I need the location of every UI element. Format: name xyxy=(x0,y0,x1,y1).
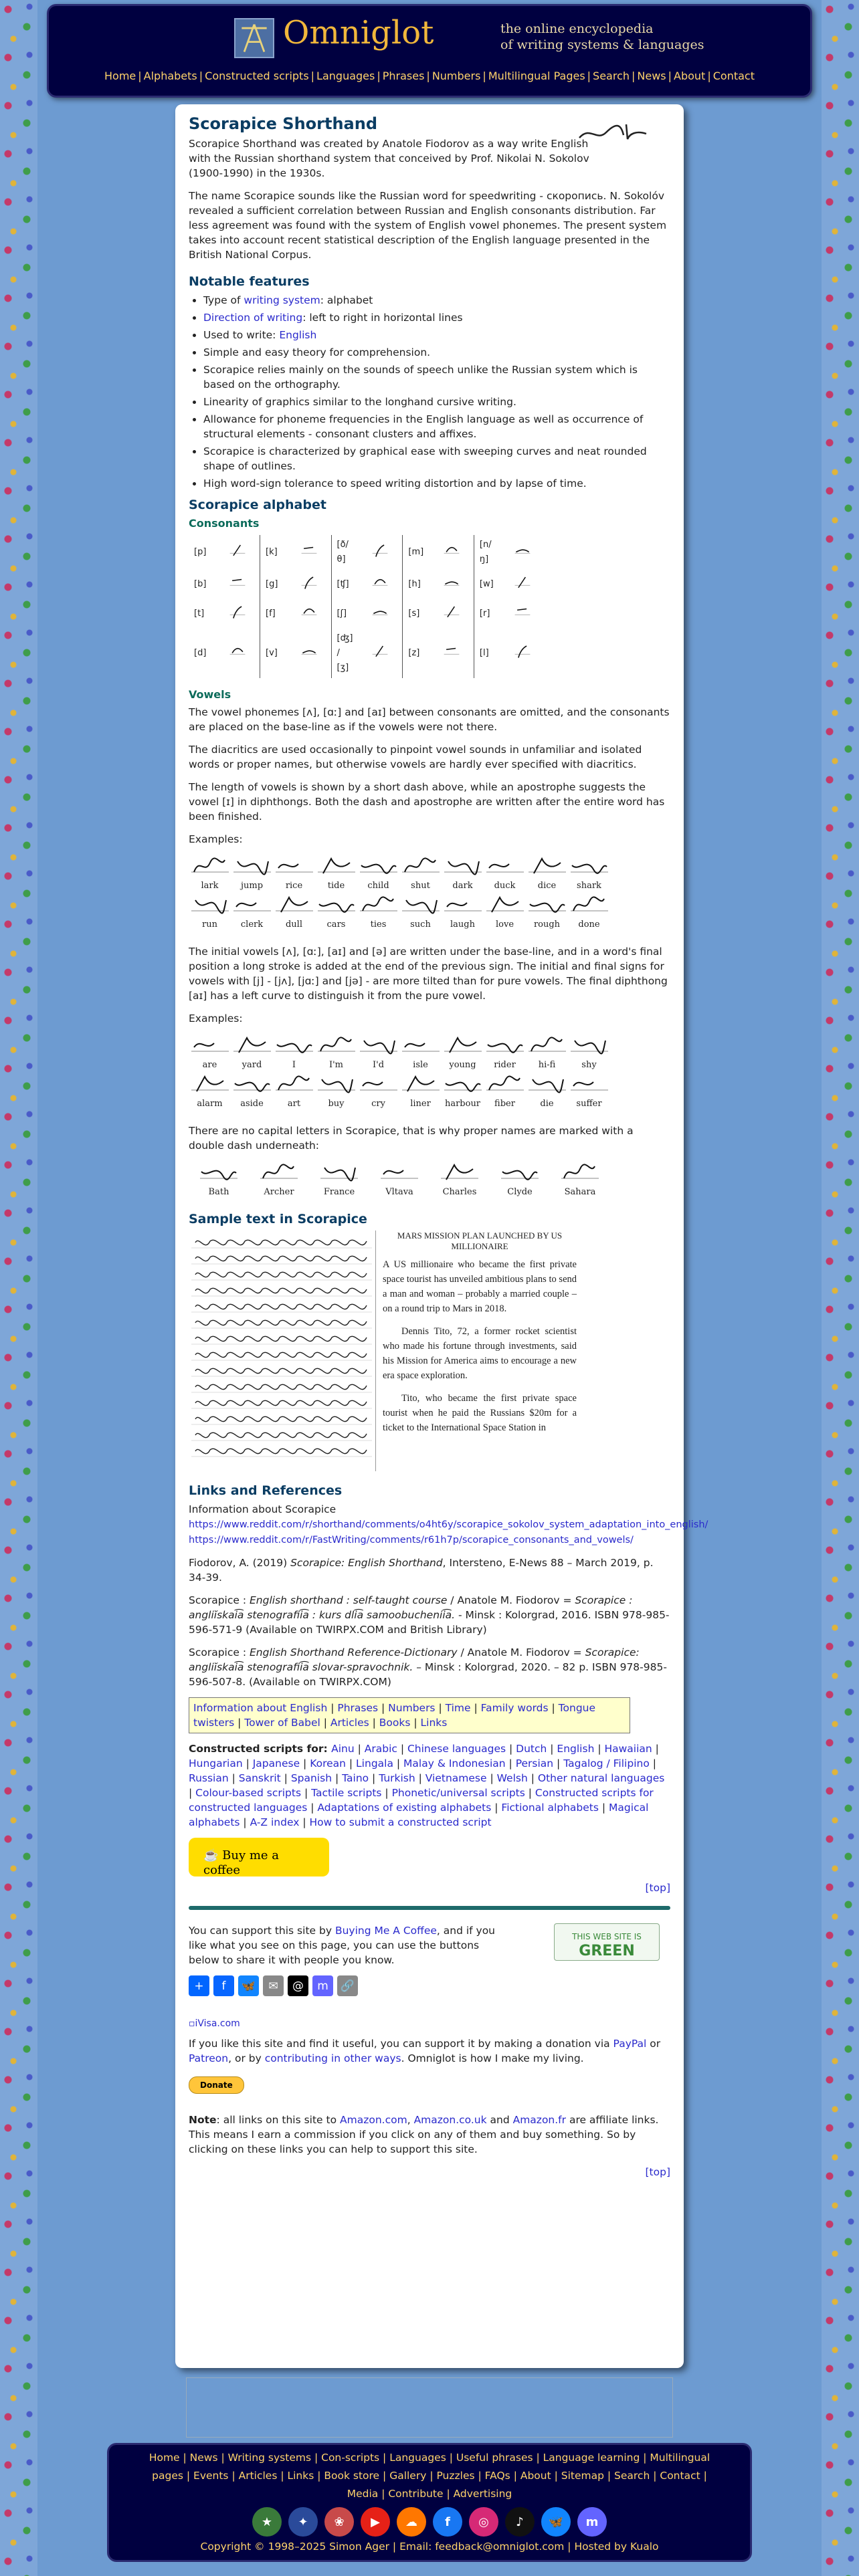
consonant-glyph xyxy=(287,599,332,629)
main-content xyxy=(175,104,708,2368)
footer-link-advertising[interactable]: Advertising xyxy=(453,2488,512,2500)
consonant-phoneme: [g] xyxy=(266,579,278,589)
reference-3: Scorapice : English Shorthand Reference-Dictionary / Anatole M. Fiodorov = Scorapice: angliĭskai͡a stenografii͡a slovar-spravochnik. – Minsk : Kolorgrad, 2020. – 82 p. ISBN 978-985-596-507-8. (Available on TWIRPX.COM) xyxy=(189,1646,667,1688)
nav-alphabets[interactable]: Alphabets xyxy=(143,70,197,82)
consonant-glyph xyxy=(215,629,260,678)
feature-item: • Linearity of graphics similar to the longhand cursive writing. xyxy=(203,395,670,409)
footer-link-puzzles[interactable]: Puzzles xyxy=(436,2470,475,2482)
consonant-phoneme: [k] xyxy=(266,547,278,557)
shorthand-word: Bath xyxy=(189,1161,249,1200)
consonant-glyph xyxy=(430,629,474,678)
nav-numbers[interactable]: Numbers xyxy=(432,70,481,82)
consonant-glyph xyxy=(430,599,474,629)
amazon-fr-link[interactable]: Amazon.fr xyxy=(512,2114,567,2126)
footer-link-home[interactable]: Home xyxy=(149,2452,180,2464)
navbox-link[interactable]: Tower of Babel xyxy=(244,1717,320,1729)
shorthand-word: clerk xyxy=(231,893,273,932)
consonant-glyph xyxy=(287,535,332,570)
navbox-link[interactable]: Tongue twisters xyxy=(193,1702,596,1729)
links-heading: Links and References xyxy=(189,1483,343,1498)
consonant-glyph xyxy=(358,570,403,599)
con-script-link[interactable]: Hungarian xyxy=(189,1757,243,1769)
con-script-link[interactable]: Constructed scripts for constructed languages xyxy=(189,1787,654,1814)
nav-languages[interactable]: Languages xyxy=(316,70,375,82)
footer-link-events[interactable]: Events xyxy=(193,2470,229,2482)
share-bluesky-icon[interactable]: 🦋 xyxy=(238,1975,259,1996)
shorthand-word: ties xyxy=(357,893,399,932)
reference-2: Scorapice : English shorthand : self-taught course / Anatole M. Fiodorov = Scorapice : angliĭskai͡a stenografii͡a : kurs dli͡a samoobuchenii͡a. - Minsk : Kolorgrad, 2016. ISBN 978-985-596-571-9 (Available on TWIRPX.COM and British Library) xyxy=(189,1594,670,1636)
navbox-link[interactable]: Information about English xyxy=(193,1702,328,1714)
footer-link-multilingual-pages[interactable]: Multilingual pages xyxy=(152,2452,710,2482)
con-script-link[interactable]: Vietnamese xyxy=(425,1772,487,1784)
con-script-link[interactable]: Taino xyxy=(342,1772,369,1784)
site-tagline: the online encyclopedia of writing systems & languages xyxy=(500,21,704,52)
consonant-phoneme: [w] xyxy=(479,579,494,589)
green-website-badge[interactable]: THIS WEB SITE IS GREEN xyxy=(554,1923,660,1961)
consonant-glyph xyxy=(500,629,545,678)
amazon-co-uk-link[interactable]: Amazon.co.uk xyxy=(413,2114,487,2126)
con-script-link[interactable]: Hawaiian xyxy=(604,1743,652,1755)
shorthand-word: I'm xyxy=(315,1034,357,1073)
shorthand-word: Archer xyxy=(249,1161,309,1200)
shorthand-word: Charles xyxy=(430,1161,490,1200)
shorthand-word: Clyde xyxy=(490,1161,550,1200)
feature-item: • High word-sign tolerance to speed writing distortion and by lapse of time. xyxy=(203,476,670,491)
con-script-link[interactable]: Tactile scripts xyxy=(311,1787,382,1799)
vowel-example-row xyxy=(189,1034,670,1073)
vowels-paragraph-1: The vowel phonemes [ʌ], [ɑː] and [aɪ] between consonants are omitted, and the consonants are placed on the base-line as if the vowels were not there. xyxy=(189,706,670,733)
footer-link-languages[interactable]: Languages xyxy=(389,2452,446,2464)
con-script-link[interactable]: Korean xyxy=(310,1757,346,1769)
con-script-link[interactable]: Sanskrit xyxy=(238,1772,281,1784)
shorthand-word: dice xyxy=(526,855,568,893)
shorthand-word: such xyxy=(399,893,442,932)
buy-me-a-coffee-button[interactable]: ☕ Buy me a coffee xyxy=(189,1838,329,1876)
navbox-link[interactable]: Family words xyxy=(480,1702,549,1714)
consonant-phoneme: [n/ŋ] xyxy=(479,540,492,564)
consonants-heading: Consonants xyxy=(189,517,260,530)
con-script-link[interactable]: Arabic xyxy=(364,1743,397,1755)
consonant-row xyxy=(189,599,545,629)
feature-item: • Type of writing system: alphabet xyxy=(203,293,670,308)
top-link[interactable]: [top] xyxy=(645,1882,670,1894)
feature-item: • Scorapice is characterized by graphical ease with sweeping curves and neat rounded shape of outlines. xyxy=(203,444,670,473)
buy-coffee-link[interactable]: Buying Me A Coffee xyxy=(335,1925,437,1937)
proper-name-row xyxy=(189,1161,670,1200)
con-script-link[interactable]: Magical alphabets xyxy=(189,1802,649,1828)
consonant-phoneme: [b] xyxy=(194,579,207,589)
examples-label-2: Examples: xyxy=(189,1012,243,1025)
shorthand-word: shy xyxy=(568,1034,610,1073)
bluesky-icon[interactable]: 🦋 xyxy=(541,2507,571,2537)
footer-link-links[interactable]: Links xyxy=(287,2470,314,2482)
vowel-example-row xyxy=(189,1073,670,1111)
shorthand-word: I xyxy=(273,1034,315,1073)
footer-link-writing-systems[interactable]: Writing systems xyxy=(227,2452,312,2464)
shorthand-word: I'd xyxy=(357,1034,399,1073)
nav-about[interactable]: About xyxy=(674,70,706,82)
english-info-navbox: Information about English | Phrases | Numbers | Time | Family words | Tongue twisters | Tower of Babel | Articles | Books | Links xyxy=(189,1697,630,1733)
divider xyxy=(189,1906,670,1910)
consonant-glyph xyxy=(358,629,403,678)
shorthand-word: suffer xyxy=(568,1073,610,1111)
consonant-phoneme: [m] xyxy=(408,547,424,557)
scorapice-title-glyph xyxy=(577,119,650,146)
consonant-phoneme: [s] xyxy=(408,609,420,619)
footer-link-contact[interactable]: Contact xyxy=(660,2470,700,2482)
consonant-glyph xyxy=(215,570,260,599)
con-script-link[interactable]: Turkish xyxy=(379,1772,415,1784)
con-script-link[interactable]: English xyxy=(557,1743,595,1755)
alphabet-heading: Scorapice alphabet xyxy=(189,498,326,512)
con-script-link[interactable]: Other natural languages xyxy=(537,1772,665,1784)
facebook-icon[interactable]: f xyxy=(433,2507,462,2537)
left-decorative-border xyxy=(0,0,37,2576)
youtube-icon[interactable]: ▶ xyxy=(361,2507,390,2537)
con-script-link[interactable]: Adaptations of existing alphabets xyxy=(317,1802,492,1814)
shorthand-word: tide xyxy=(315,855,357,893)
shorthand-word: Sahara xyxy=(550,1161,610,1200)
consonant-glyph xyxy=(430,570,474,599)
shorthand-word: shark xyxy=(568,855,610,893)
nav-constructed-scripts[interactable]: Constructed scripts xyxy=(205,70,309,82)
instagram-icon[interactable]: ◎ xyxy=(469,2507,498,2537)
vowels-paragraph-4: The initial vowels [ʌ], [ɑː], [aɪ] and [ə] are written under the base-line, and in a word's final position a long stroke is added at the end of the previous sign. The initial and final signs for vowels with [j] - [jʌ], [jɑː] and [jə] - are more tilted than for pure vowels. The final diphthong [aɪ] has a left curve to distinguish it from the pure vowel. xyxy=(189,946,668,1002)
navbox-link[interactable]: Links xyxy=(420,1717,448,1729)
shorthand-word: liner xyxy=(399,1073,442,1111)
contribute-link[interactable]: contributing in other ways xyxy=(264,2052,401,2064)
footer-link-book-store[interactable]: Book store xyxy=(324,2470,380,2482)
consonant-glyph xyxy=(215,599,260,629)
shorthand-word: cry xyxy=(357,1073,399,1111)
features-heading: Notable features xyxy=(189,274,310,289)
con-script-link[interactable]: Russian xyxy=(189,1772,229,1784)
con-script-link[interactable]: Lingala xyxy=(356,1757,393,1769)
consonant-glyph xyxy=(430,535,474,570)
shorthand-word: Vltava xyxy=(369,1161,430,1200)
consonant-glyph xyxy=(500,535,545,570)
shorthand-word: shut xyxy=(399,855,442,893)
nav-home[interactable]: Home xyxy=(104,70,136,82)
shorthand-word: laugh xyxy=(442,893,484,932)
consonant-row xyxy=(189,535,545,570)
constructed-scripts-list: Constructed scripts for: Ainu | Arabic | Chinese languages | Dutch | English | Hawaiian | Hungarian | Japanese | Korean | Lingala | Malay & Indonesian | Persian | Tagalog / Filipino | Russian | Sanskrit | Spanish | Taino | Turkish | Vietnamese | Welsh | Other natural languages | Colour-based scripts | Tactile scripts | Phonetic/universal scripts | Constructed scripts for constructed languages | Adaptations of existing alphabets | Fictional alphabets | Magical alphabets | A-Z index | How to submit a constructed script xyxy=(189,1743,665,1828)
feature-link[interactable]: English xyxy=(279,329,317,341)
shorthand-word: alarm xyxy=(189,1073,231,1111)
con-script-link[interactable]: Dutch xyxy=(516,1743,547,1755)
consonant-phoneme: [p] xyxy=(194,547,207,557)
consonant-phoneme: [z] xyxy=(408,648,420,658)
vowel-example-row xyxy=(189,855,670,893)
consonant-glyph xyxy=(500,570,545,599)
share-threads-icon[interactable]: @ xyxy=(288,1975,308,1996)
footer-link-faqs[interactable]: FAQs xyxy=(484,2470,510,2482)
consonant-glyph xyxy=(500,599,545,629)
con-script-link[interactable]: Malay & Indonesian xyxy=(403,1757,506,1769)
shorthand-word: are xyxy=(189,1034,231,1073)
amazon-com-link[interactable]: Amazon.com xyxy=(340,2114,407,2126)
affiliate-note: Note: all links on this site to Amazon.com, Amazon.co.uk and Amazon.fr are affiliate links. This means I earn a commission if you click on any of them and buy something. So by clicking on these links you can help to support this site. xyxy=(189,2114,659,2155)
shorthand-word: duck xyxy=(484,855,526,893)
consonant-row xyxy=(189,629,545,678)
con-script-link[interactable]: Colour-based scripts xyxy=(195,1787,302,1799)
top-navigation: Home | Alphabets | Constructed scripts | Languages | Phrases | Numbers | Multilingual Pages | Search | News | About | Contact xyxy=(104,70,755,82)
share-buttons xyxy=(189,1975,670,1996)
paypal-link[interactable]: PayPal xyxy=(613,2038,647,2050)
shorthand-word: die xyxy=(526,1073,568,1111)
nav-search[interactable]: Search xyxy=(593,70,630,82)
shorthand-word: harbour xyxy=(442,1073,484,1111)
page-title: Scorapice Shorthand xyxy=(189,114,378,133)
feature-item: • Used to write: English xyxy=(203,328,670,342)
share-email-icon[interactable]: ✉ xyxy=(263,1975,284,1996)
consonant-phoneme: [f] xyxy=(266,609,276,619)
shorthand-word: cars xyxy=(315,893,357,932)
footer-link-contribute[interactable]: Contribute xyxy=(388,2488,444,2500)
shorthand-word: child xyxy=(357,855,399,893)
consonant-glyph xyxy=(358,599,403,629)
share-facebook-icon[interactable]: f xyxy=(213,1975,234,1996)
feature-link[interactable]: writing system xyxy=(244,294,320,306)
footer-link-sitemap[interactable]: Sitemap xyxy=(561,2470,604,2482)
footer-link-useful-phrases[interactable]: Useful phrases xyxy=(456,2452,533,2464)
award-badge-icon[interactable]: ★ xyxy=(252,2507,282,2537)
patreon-link[interactable]: Patreon xyxy=(189,2052,229,2064)
footer-link-articles[interactable]: Articles xyxy=(238,2470,278,2482)
footer-link-about[interactable]: About xyxy=(520,2470,551,2482)
site-footer xyxy=(107,2443,752,2562)
shorthand-word: love xyxy=(484,893,526,932)
vowels-heading: Vowels xyxy=(189,688,231,701)
shorthand-word: rice xyxy=(273,855,315,893)
nav-phrases[interactable]: Phrases xyxy=(382,70,425,82)
award-badge-icon[interactable]: ❀ xyxy=(324,2507,354,2537)
consonant-glyph xyxy=(287,629,332,678)
vowel-example-row xyxy=(189,893,670,932)
consonant-phoneme: [d] xyxy=(194,648,207,658)
omniglot-logo-icon[interactable] xyxy=(234,18,274,58)
shorthand-word: young xyxy=(442,1034,484,1073)
feature-item: • Direction of writing: left to right in horizontal lines xyxy=(203,310,670,325)
info-label: Information about Scorapice xyxy=(189,1503,337,1515)
navbox-link[interactable]: Books xyxy=(379,1717,411,1729)
mastodon-icon[interactable]: m xyxy=(577,2507,607,2537)
consonant-phoneme: [ʧ] xyxy=(337,579,349,589)
vowels-paragraph-3: The length of vowels is shown by a short dash above, while an apostrophe suggests the vowel [ɪ] in diphthongs. Both the dash and apostrophe are written after the entire word has been finished. xyxy=(189,781,665,823)
feature-item: • Scorapice relies mainly on the sounds of speech unlike the Russian system which is based on the orthography. xyxy=(203,362,670,392)
shorthand-word: France xyxy=(309,1161,369,1200)
support-text: You can support this site by Buying Me A Coffee, and if you like what you see on this page, you can use the buttons below to share it with people you know. xyxy=(189,1925,496,1966)
consonant-phoneme: [r] xyxy=(479,609,490,619)
reference-1: Fiodorov, A. (2019) Scorapice: English Shorthand, Intersteno, E-News 88 – March 2019, p. 34-39. xyxy=(189,1557,654,1584)
shorthand-word: lark xyxy=(189,855,231,893)
share-copy-link-icon[interactable]: 🔗 xyxy=(337,1975,358,1996)
donate-button[interactable]: Donate xyxy=(189,2076,244,2094)
reddit-link-1[interactable]: https://www.reddit.com/r/shorthand/comments/o4ht6y/scorapice_sokolov_system_adaptation_into_english/ xyxy=(189,1519,708,1530)
reddit-link-2[interactable]: https://www.reddit.com/r/FastWriting/comments/r61h7p/scorapice_consonants_and_vowels/ xyxy=(189,1535,634,1545)
consonant-glyph xyxy=(358,535,403,570)
con-script-link[interactable]: Phonetic/universal scripts xyxy=(391,1787,525,1799)
consonants-table xyxy=(189,535,545,678)
feature-item: • Allowance for phoneme frequencies in the English language as well as occurrence of structural elements - consonant clusters and affixes. xyxy=(203,412,670,441)
consonant-glyph xyxy=(215,535,260,570)
ivisa-image[interactable]: ▫iVisa.com xyxy=(189,2018,240,2029)
footer-link-news[interactable]: News xyxy=(189,2452,218,2464)
consonant-phoneme: [v] xyxy=(266,648,278,658)
tiktok-icon[interactable]: ♪ xyxy=(505,2507,535,2537)
sample-text xyxy=(189,1230,670,1471)
navbox-link[interactable]: Numbers xyxy=(388,1702,436,1714)
soundcloud-icon[interactable]: ☁ xyxy=(397,2507,426,2537)
footer-link-language-learning[interactable]: Language learning xyxy=(543,2452,640,2464)
vowels-paragraph-2: The diacritics are used occasionally to pinpoint vowel sounds in unfamiliar and isolated words or proper names, but otherwise vowels are hardly ever specified with diacritics. xyxy=(189,744,642,770)
consonant-phoneme: [l] xyxy=(479,648,489,658)
footer-navigation: Home | News | Writing systems | Con-scripts | Languages | Useful phrases | Language learning | Multilingual pages | Events | Articles | Links | Book store | Gallery | Puzzles | FAQs | About | Sitemap | Search | Contact | Media | Contribute | Advertising xyxy=(149,2452,710,2500)
con-script-link[interactable]: Spanish xyxy=(290,1772,332,1784)
shorthand-word: rider xyxy=(484,1034,526,1073)
examples-label: Examples: xyxy=(189,833,243,845)
shorthand-word: dull xyxy=(273,893,315,932)
footer-link-gallery[interactable]: Gallery xyxy=(389,2470,427,2482)
con-script-link[interactable]: How to submit a constructed script xyxy=(309,1816,492,1828)
shorthand-word: rough xyxy=(526,893,568,932)
consonant-row xyxy=(189,570,545,599)
navbox-link[interactable]: Phrases xyxy=(337,1702,379,1714)
shorthand-word: art xyxy=(273,1073,315,1111)
shorthand-word: jump xyxy=(231,855,273,893)
nav-news[interactable]: News xyxy=(637,70,666,82)
con-script-link[interactable]: Ainu xyxy=(331,1743,355,1755)
consonant-glyph xyxy=(287,570,332,599)
vowels-paragraph-5: There are no capital letters in Scorapice, that is why proper names are marked with a double dash underneath: xyxy=(189,1125,634,1152)
consonant-phoneme: [ð/θ] xyxy=(337,540,349,564)
nav-multilingual-pages[interactable]: Multilingual Pages xyxy=(488,70,585,82)
features-list xyxy=(203,293,670,491)
shorthand-word: hi-fi xyxy=(526,1034,568,1073)
shorthand-word: isle xyxy=(399,1034,442,1073)
shorthand-word: done xyxy=(568,893,610,932)
nav-contact[interactable]: Contact xyxy=(712,70,755,82)
shorthand-word: yard xyxy=(231,1034,273,1073)
con-script-link[interactable]: Welsh xyxy=(496,1772,528,1784)
award-badge-icon[interactable]: ✦ xyxy=(288,2507,318,2537)
consonant-phoneme: [ʤ] / [ʒ] xyxy=(337,633,353,673)
con-script-link[interactable]: Chinese languages xyxy=(407,1743,506,1755)
right-decorative-border xyxy=(822,0,859,2576)
copyright: Copyright © 1998–2025 Simon Ager | Email: feedback@omniglot.com | Hosted by Kualo xyxy=(200,2541,659,2553)
site-name[interactable]: Omniglot xyxy=(283,14,434,51)
navbox-link[interactable]: Articles xyxy=(330,1717,369,1729)
sample-heading: Sample text in Scorapice xyxy=(189,1212,367,1226)
feature-item: • Simple and easy theory for comprehension. xyxy=(203,345,670,360)
shorthand-word: aside xyxy=(231,1073,273,1111)
share-add-icon[interactable]: + xyxy=(189,1975,209,1996)
footer-social-icons xyxy=(109,2507,750,2537)
con-script-link[interactable]: Persian xyxy=(515,1757,554,1769)
advertisement-banner[interactable] xyxy=(186,2377,673,2438)
footer-link-con-scripts[interactable]: Con-scripts xyxy=(321,2452,380,2464)
consonant-phoneme: [t] xyxy=(194,609,205,619)
sample-transcription: MARS MISSION PLAN LAUNCHED BY US MILLIONAIRE A US millionaire who became the first private space tourist has unveiled ambitious plans to send a man and woman – probably a married couple – on a round trip to Mars in 2018. Dennis Tito, 72, a former rocket scientist who made his fortune through investments, said his Mission for America aims to encourage a new era space exploration. Tito, who became the first private space tourist when he paid the Russians $20m for a ticket to the International Space Station in xyxy=(383,1230,577,1433)
con-script-link[interactable]: Japanese xyxy=(252,1757,300,1769)
shorthand-word: run xyxy=(189,893,231,932)
con-script-link[interactable]: Tagalog / Filipino xyxy=(563,1757,650,1769)
site-header xyxy=(47,4,812,98)
intro-paragraph-1: Scorapice Shorthand was created by Anatole Fiodorov as a way write English with the Russian shorthand system that conceived by Prof. Nikolai N. Sokolov (1900-1990) in the 1930s. xyxy=(189,138,589,179)
shorthand-word: dark xyxy=(442,855,484,893)
consonant-phoneme: [ʃ] xyxy=(337,609,347,619)
footer-link-search[interactable]: Search xyxy=(614,2470,650,2482)
donation-text: If you like this site and find it useful, you can support it by making a donation via PayPal or Patreon, or by contributing in other ways. Omniglot is how I make my living. xyxy=(189,2038,661,2064)
footer-link-media[interactable]: Media xyxy=(347,2488,379,2500)
con-script-link[interactable]: A-Z index xyxy=(250,1816,300,1828)
top-link-2[interactable]: [top] xyxy=(645,2166,670,2178)
sample-shorthand-image xyxy=(189,1230,376,1471)
shorthand-word: buy xyxy=(315,1073,357,1111)
intro-paragraph-2: The name Scorapice sounds like the Russian word for speedwriting - скоропись. N. Sokolóv revealed a sufficient correlation between Russian and English consonants distribution. Far less agreement was found with the system of English vowel phonemes. The present system takes into account recent statistical description of the English language presented in the British National Corpus. xyxy=(189,190,667,261)
con-script-link[interactable]: Fictional alphabets xyxy=(501,1802,599,1814)
share-mastodon-icon[interactable]: m xyxy=(312,1975,333,1996)
consonant-phoneme: [h] xyxy=(408,579,421,589)
navbox-link[interactable]: Time xyxy=(445,1702,471,1714)
feature-link[interactable]: Direction of writing xyxy=(203,312,303,324)
shorthand-word: fiber xyxy=(484,1073,526,1111)
